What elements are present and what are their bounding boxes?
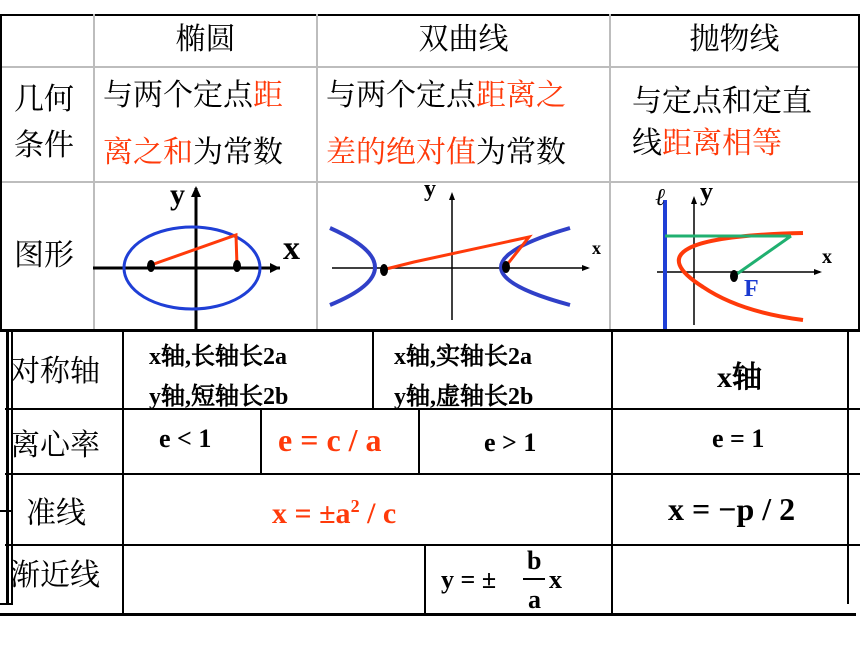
asymptote-label: 渐近线 [10, 558, 100, 593]
ellipse-y-label: y [170, 178, 185, 211]
directrix-label: 准线 [26, 496, 86, 531]
header-parabola: 抛物线 [689, 22, 780, 57]
bottom-top-border [0, 329, 860, 332]
axis-label: 对称轴 [10, 354, 100, 389]
ecc-divider-1 [260, 409, 262, 474]
parabola-focus-label: F [744, 276, 759, 302]
directrix-formula [272, 496, 396, 531]
formula-base: x = ±a [272, 497, 351, 530]
parabola-focus-point [730, 270, 738, 282]
parabola-col-divider [611, 329, 613, 615]
ellipse-axis-line2: y轴,短轴长2b [149, 384, 289, 410]
hyperbola-y-label: y [424, 176, 436, 202]
parabola-condition-line1: 与定点和定直 [632, 84, 812, 119]
parabola-eccentricity: e = 1 [712, 424, 765, 453]
parabola-x-label: x [822, 246, 832, 268]
highlight: 差的绝对值 [326, 135, 476, 170]
eccentricity-label: 离心率 [10, 428, 100, 463]
text: 与两个定点 [103, 78, 253, 113]
asymptote-lhs: y = ± [441, 565, 497, 594]
asymptote-rhs: x [549, 565, 562, 594]
parabola-x-arrow [814, 269, 822, 275]
figure-label: 图形 [14, 238, 74, 273]
eccentricity-formula: e = c / a [278, 422, 382, 458]
header-hyperbola: 双曲线 [418, 22, 509, 57]
hyperbola-x-label: x [592, 238, 601, 258]
formula-tail: / c [359, 497, 397, 530]
parabola-focus-line [734, 236, 791, 276]
highlight: 距离之 [476, 78, 566, 113]
bottom-right-border [847, 329, 849, 604]
ecc-divider-2 [418, 409, 420, 474]
parabola-curve [679, 233, 803, 320]
ellipse-eccentricity: e < 1 [159, 424, 212, 453]
header-ellipse: 椭圆 [175, 22, 236, 57]
fraction-bar [523, 578, 545, 580]
text: 与两个定点 [326, 78, 476, 113]
ecc-row-divider [5, 473, 860, 475]
ellipse-x-label: x [283, 230, 300, 267]
hyperbola-axis-line1: x轴,实轴长2a [394, 344, 532, 370]
asymptote-denominator: a [528, 585, 541, 613]
directrix-row-divider [5, 544, 860, 546]
bottom-left-border [6, 329, 9, 605]
highlight: 离之和 [103, 135, 193, 170]
parabola-axis: x轴 [717, 361, 762, 394]
parabola-directrix-label: ℓ [655, 183, 665, 211]
highlight: 距离相等 [662, 126, 782, 161]
condition-label-1: 几何 [14, 82, 74, 117]
tick-mark [0, 510, 12, 512]
asymptote-numerator: b [527, 546, 542, 575]
text: 为常数 [476, 135, 566, 170]
tick-mark-2 [0, 603, 12, 605]
formula-exponent: 2 [350, 496, 360, 516]
hyperbola-axis-line2: y轴,虚轴长2b [394, 384, 534, 410]
condition-label-2: 条件 [14, 128, 74, 163]
parabola-y-arrow [691, 196, 697, 204]
highlight: 距 [253, 78, 283, 113]
parabola-directrix-formula: x = −p / 2 [668, 491, 796, 527]
asym-divider-1 [424, 545, 426, 615]
text: 线 [632, 126, 662, 161]
hyperbola-eccentricity: e > 1 [484, 428, 537, 457]
label-col-divider [122, 329, 124, 615]
bottom-border [0, 613, 856, 616]
ellipse-axis-line1: x轴,长轴长2a [149, 344, 287, 370]
axis-mid-divider [372, 329, 374, 409]
text: 为常数 [193, 135, 283, 170]
parabola-y-label: y [700, 177, 713, 206]
